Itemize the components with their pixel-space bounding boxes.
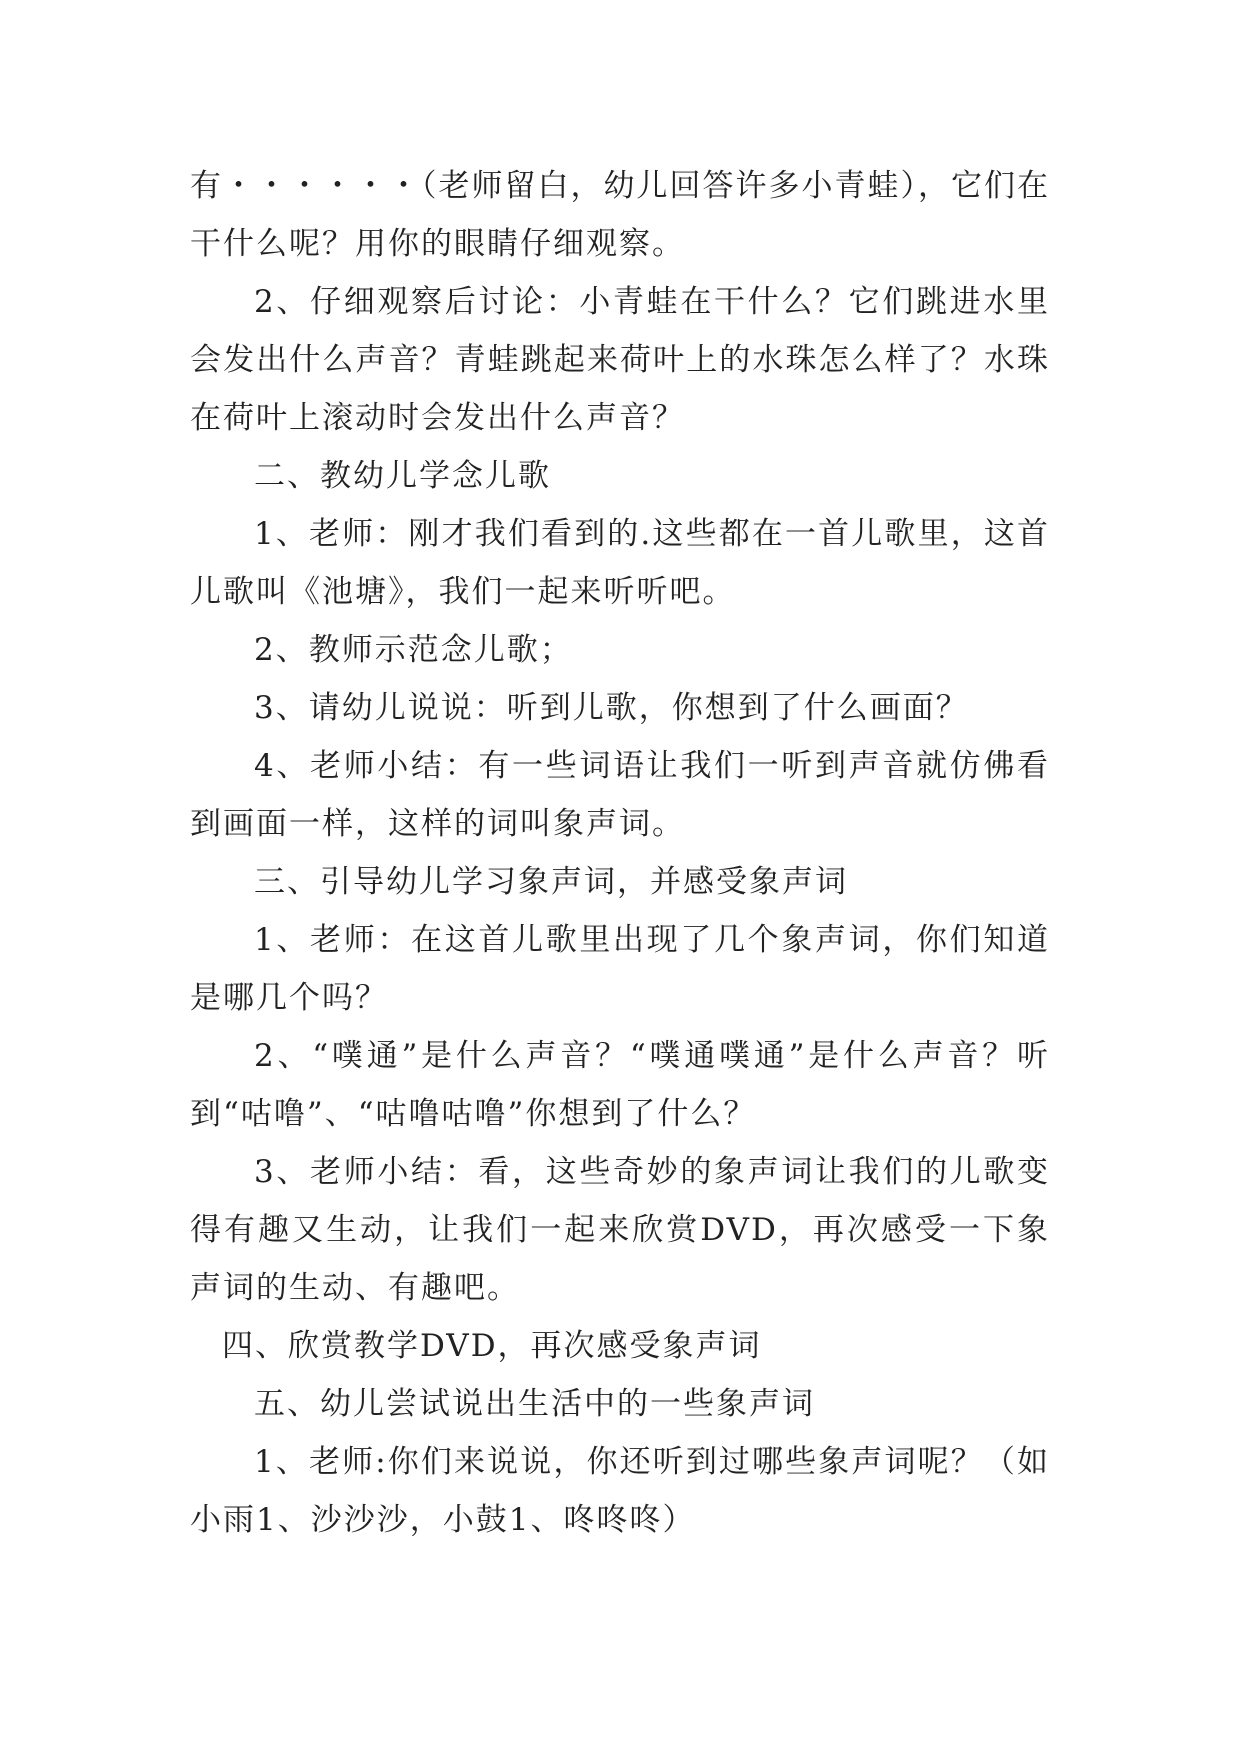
section-heading-2: 二、教幼儿学念儿歌 [254, 458, 551, 494]
section-heading-3: 三、引导幼儿学习象声词，并感受象声词 [254, 864, 848, 900]
section-heading-5: 五、幼儿尝试说出生活中的一些象声词 [254, 1386, 815, 1422]
paragraph-7: 4、老师小结：有一些词语让我们一听到声音就仿佛看到画面一样，这样的词叫象声词。 [190, 748, 1050, 842]
paragraph-5: 2、教师示范念儿歌； [254, 632, 573, 668]
paragraph-10: 2、“噗通”是什么声音？“噗通噗通”是什么声音？听到“咕噜”、“咕噜咕噜”你想到了什么？ [190, 1038, 1050, 1132]
paragraph-1: 有・・・・・・（老师留白，幼儿回答许多小青蛙），它们在干什么呢？用你的眼睛仔细观察。 [190, 168, 1050, 262]
paragraph-4: 1、老师：刚才我们看到的.这些都在一首儿歌里，这首儿歌叫《池塘》，我们一起来听听吧。 [190, 516, 1050, 610]
paragraph-6: 3、请幼儿说说：听到儿歌，你想到了什么画面？ [254, 690, 969, 726]
paragraph-11: 3、老师小结：看，这些奇妙的象声词让我们的儿歌变得有趣又生动，让我们一起来欣赏DVD，再次感受一下象声词的生动、有趣吧。 [190, 1154, 1050, 1306]
paragraph-2: 2、仔细观察后讨论：小青蛙在干什么？它们跳进水里会发出什么声音？青蛙跳起来荷叶上的水珠怎么样了？水珠在荷叶上滚动时会发出什么声音？ [190, 284, 1050, 436]
paragraph-9: 1、老师：在这首儿歌里出现了几个象声词，你们知道是哪几个吗？ [190, 922, 1050, 1016]
paragraph-14: 1、老师:你们来说说，你还听到过哪些象声词呢？（如小雨1、沙沙沙，小鼓1、咚咚咚） [190, 1444, 1050, 1538]
section-heading-4: 四、欣赏教学DVD，再次感受象声词 [222, 1328, 762, 1364]
document-body [190, 157, 1050, 1549]
